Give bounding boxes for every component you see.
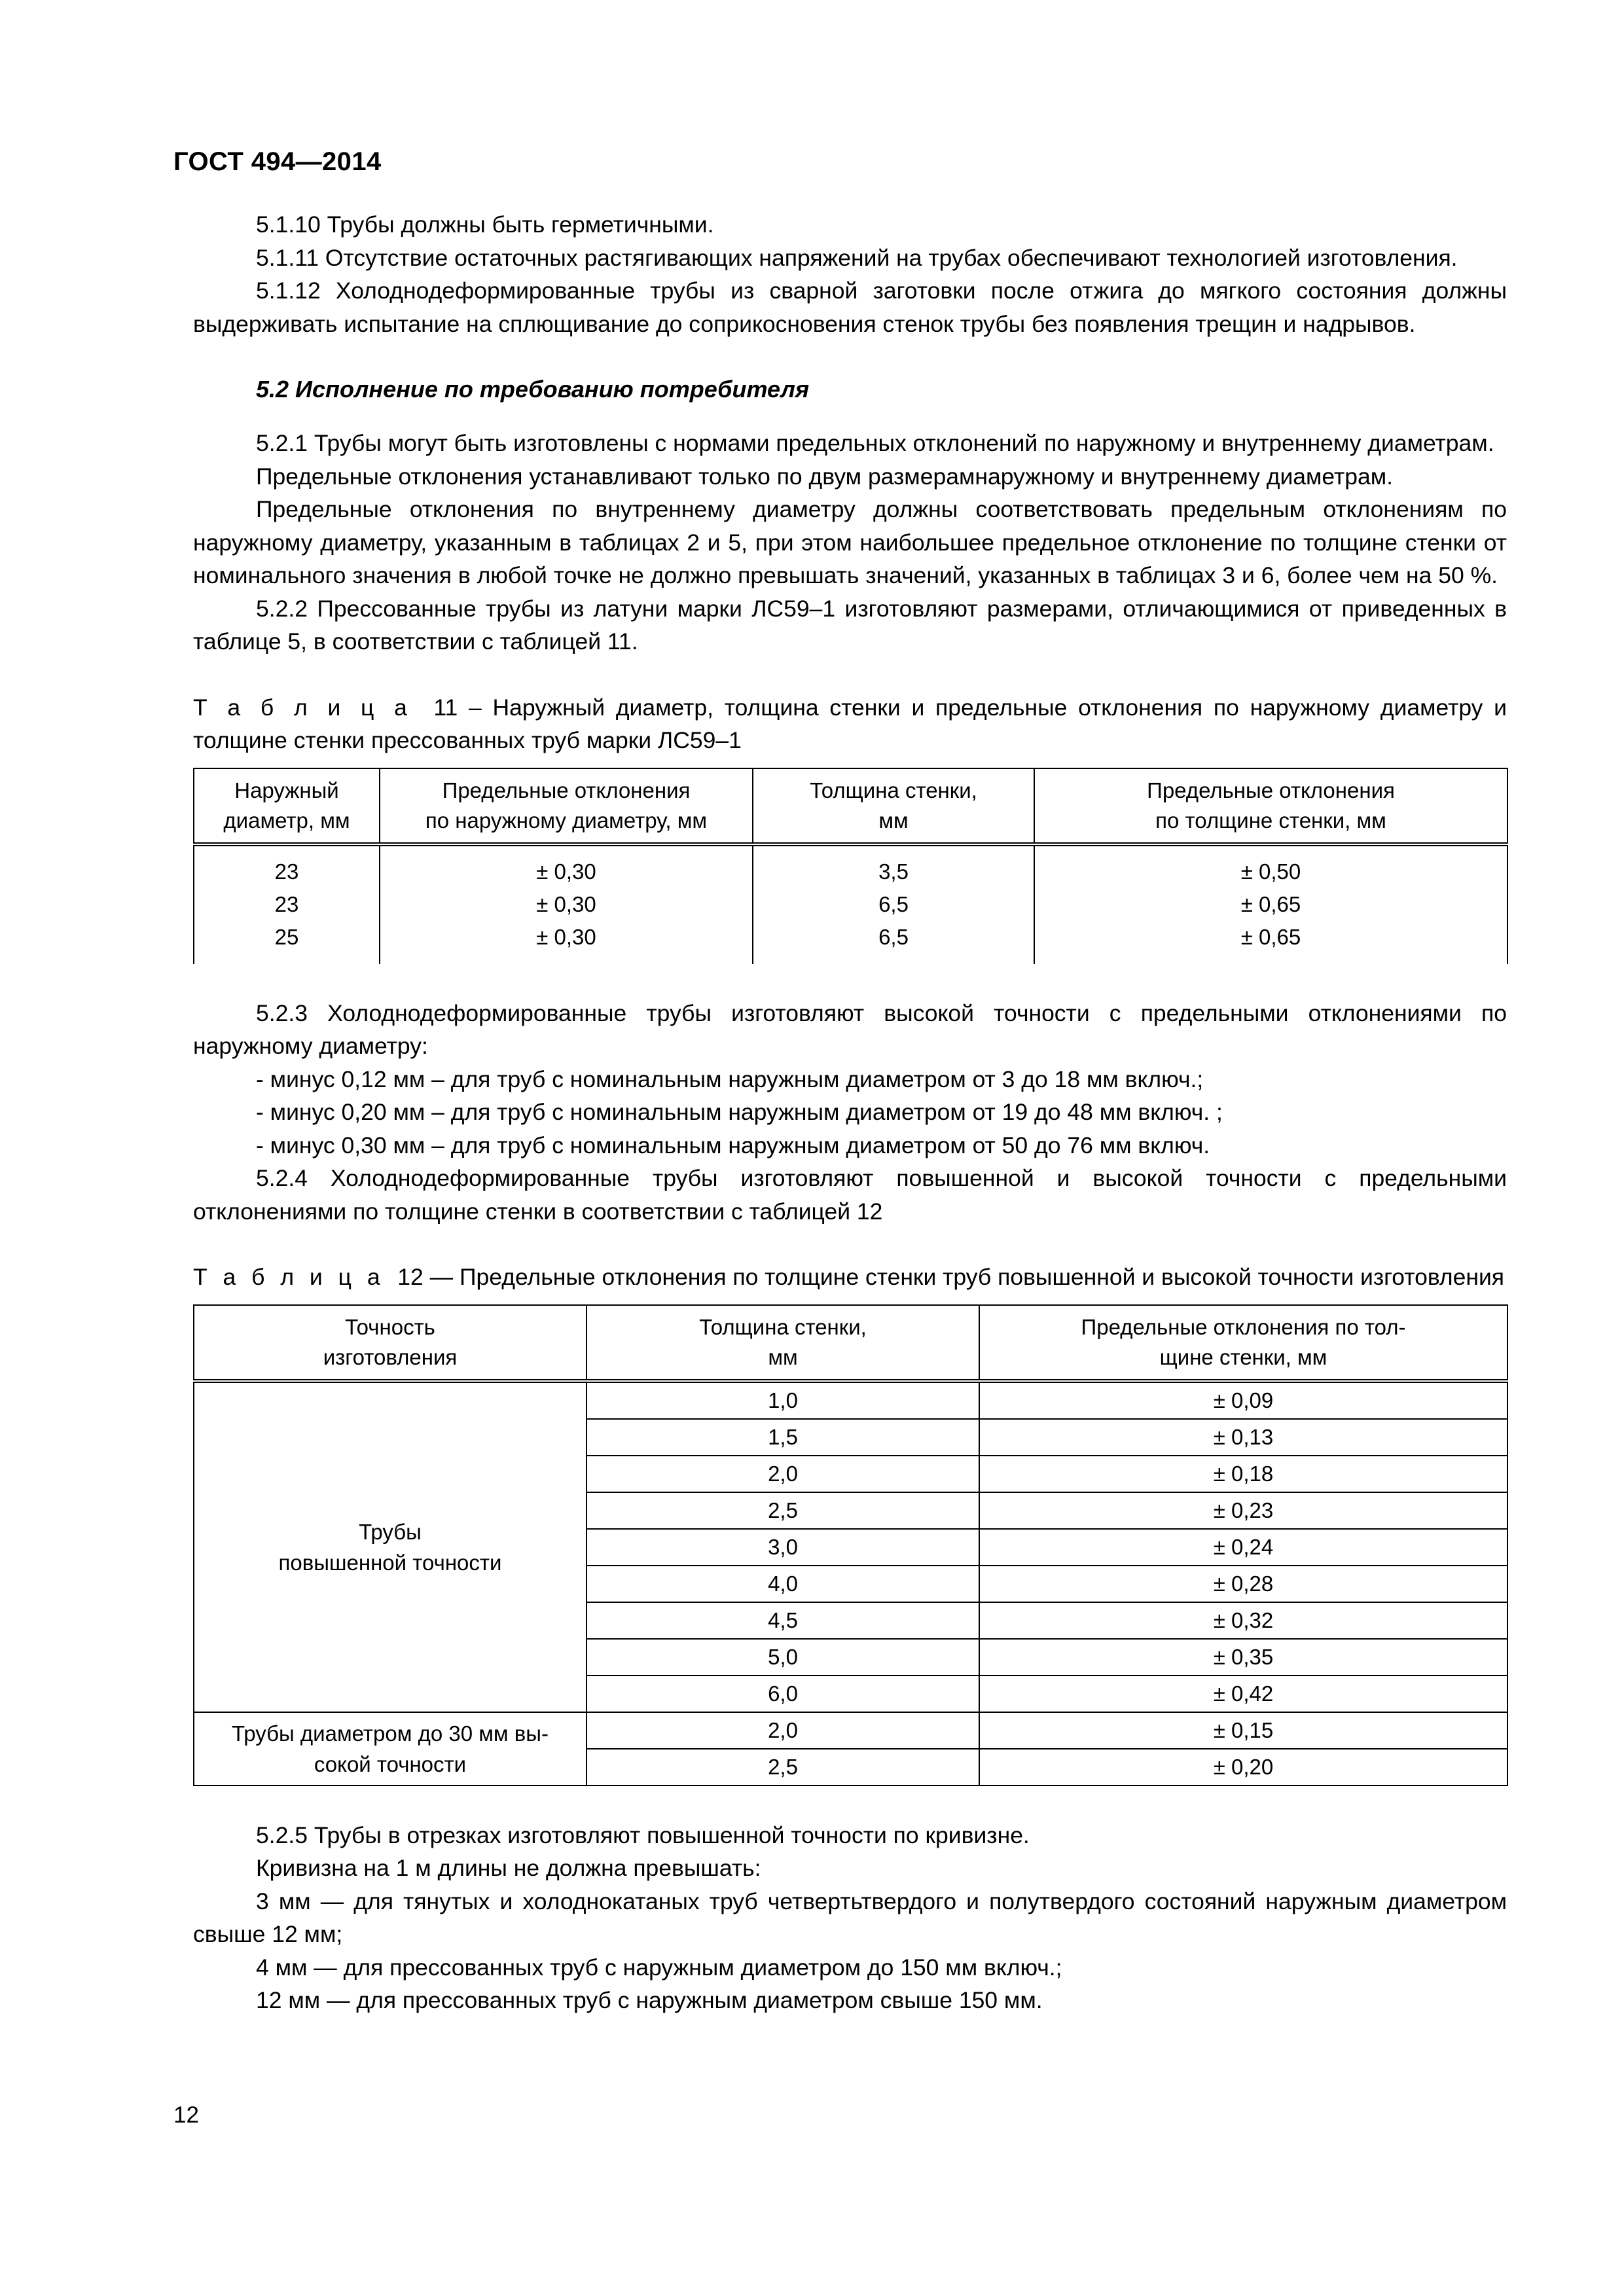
header-line: Толщина стенки, — [810, 778, 977, 802]
paragraph-5-2-1c: Предельные отклонения по внутреннему диаметру должны соответствовать предельным отклонениям по наружному диаметру, указанным в таблицах 2 и 5, при этом наибольшее предельное отклонение по толщине стенки от номинального значения в любой точке не должно превышать значений, указанных в таблицах 3 и 6, более чем на 50 %. — [193, 496, 1507, 588]
paragraph-5-2-3-item-3: - минус 0,30 мм – для труб с номинальным наружным диаметром от 50 до 76 мм включ. — [256, 1132, 1210, 1158]
cell-wall-tolerance: ± 0,09 — [979, 1381, 1507, 1419]
spacer — [193, 1294, 1507, 1304]
paragraph-5-2-3-item-1: - минус 0,12 мм – для труб с номинальным наружным диаметром от 3 до 18 мм включ.; — [256, 1066, 1204, 1092]
cell-wall-thickness: 1,5 — [586, 1419, 979, 1456]
table12-head — [194, 1305, 1507, 1381]
table-12 — [193, 1304, 1508, 1786]
spacer — [193, 1786, 1507, 1819]
header-line: по наружному диаметру, мм — [425, 808, 708, 833]
cell-wall-tolerance: ± 0,13 — [979, 1419, 1507, 1456]
table11-caption-text: – Наружный диаметр, толщина стенки и предельные отклонения по наружному диаметру и толщине стенки прессованных труб марки ЛС59–1 — [193, 694, 1507, 753]
paragraph-5-2-5-item-1: 3 мм — для тянутых и холоднокатаных труб четвертьтвердого и полутвердого состояний наружным диаметром свыше 12 мм; — [193, 1888, 1507, 1947]
table11-col-header-outer-tolerance — [380, 768, 753, 844]
paragraph-5-2-5b: Кривизна на 1 м длины не должна превышать: — [256, 1855, 761, 1881]
spacer — [193, 340, 1507, 373]
cell-wall-thickness: 4,5 — [586, 1602, 979, 1639]
accuracy-line: Трубы диаметром до 30 мм вы- — [231, 1721, 549, 1746]
cell-wall-tolerance: ± 0,15 — [979, 1712, 1507, 1749]
cell-outer-tolerance: ± 0,30 — [380, 921, 753, 964]
page-number: 12 — [173, 2102, 199, 2128]
table11-col-header-wall-thickness — [753, 768, 1034, 844]
accuracy-line: сокой точности — [314, 1751, 467, 1776]
accuracy-line: Трубы — [359, 1519, 422, 1544]
table11-head — [194, 768, 1507, 844]
spacer — [193, 406, 1507, 427]
cell-wall-thickness: 6,0 — [586, 1676, 979, 1712]
spacer — [193, 964, 1507, 997]
header-line: Предельные отклонения по тол- — [1081, 1314, 1406, 1339]
header-line: щине стенки, мм — [1159, 1344, 1327, 1369]
cell-outer-diameter: 23 — [194, 888, 380, 921]
spacer — [193, 1228, 1507, 1261]
table-11 — [193, 768, 1508, 964]
table12-col-header-accuracy — [194, 1305, 586, 1381]
cell-wall-thickness: 1,0 — [586, 1381, 979, 1419]
table12-body — [194, 1381, 1507, 1785]
cell-outer-diameter: 25 — [194, 921, 380, 964]
table12-caption-label: Т а б л и ц а — [193, 1264, 385, 1290]
header-line: Точность — [345, 1314, 435, 1339]
accuracy-line: повышенной точности — [278, 1550, 502, 1575]
paragraph-5-2-5-item-2: 4 мм — для прессованных труб с наружным диаметром до 150 мм включ.; — [256, 1954, 1062, 1981]
cell-wall-thickness: 5,0 — [586, 1639, 979, 1676]
table-row — [194, 1712, 1507, 1749]
cell-wall-thickness: 2,5 — [586, 1749, 979, 1785]
spacer — [193, 658, 1507, 691]
paragraph-5-2-3: 5.2.3 Холоднодеформированные трубы изготовляют высокой точности с предельными отклонениями по наружному диаметру: — [193, 999, 1507, 1059]
cell-wall-tolerance: ± 0,18 — [979, 1456, 1507, 1492]
header-line: Наружный — [234, 778, 339, 802]
cell-accuracy-group-1 — [194, 1381, 586, 1712]
spacer — [193, 757, 1507, 768]
cell-wall-tolerance: ± 0,65 — [1034, 921, 1507, 964]
table-row — [194, 921, 1507, 964]
table11-caption-label: Т а б л и ц а — [193, 694, 412, 721]
table11-caption — [193, 691, 1507, 757]
cell-wall-tolerance: ± 0,42 — [979, 1676, 1507, 1712]
cell-wall-tolerance: ± 0,35 — [979, 1639, 1507, 1676]
cell-wall-tolerance: ± 0,23 — [979, 1492, 1507, 1529]
header-line: изготовления — [323, 1344, 458, 1369]
table-row — [194, 888, 1507, 921]
header-line: Толщина стенки, — [699, 1314, 867, 1339]
table11-col-header-wall-tolerance — [1034, 768, 1507, 844]
cell-wall-tolerance: ± 0,32 — [979, 1602, 1507, 1639]
table-row — [194, 1381, 1507, 1419]
paragraph-5-2-5: 5.2.5 Трубы в отрезках изготовляют повышенной точности по кривизне. — [256, 1821, 1030, 1848]
cell-outer-tolerance: ± 0,30 — [380, 844, 753, 888]
table11-header-row — [194, 768, 1507, 844]
cell-wall-thickness: 6,5 — [753, 888, 1034, 921]
header-line: по толщине стенки, мм — [1155, 808, 1386, 833]
paragraph-5-2-4: 5.2.4 Холоднодеформированные трубы изготовляют повышенной и высокой точности с предельными отклонениями по толщине стенки в соответствии с таблицей 12 — [193, 1165, 1507, 1225]
table11-body — [194, 844, 1507, 964]
cell-wall-thickness: 4,0 — [586, 1566, 979, 1602]
paragraph-5-1-11: 5.1.11 Отсутствие остаточных растягивающих напряжений на трубах обеспечивают технологией изготовления. — [256, 244, 1458, 271]
header-line: Предельные отклонения — [1147, 778, 1395, 802]
cell-wall-thickness: 6,5 — [753, 921, 1034, 964]
cell-accuracy-group-2 — [194, 1712, 586, 1785]
header-line: диаметр, мм — [223, 808, 350, 833]
cell-wall-tolerance: ± 0,24 — [979, 1529, 1507, 1566]
cell-outer-diameter: 23 — [194, 844, 380, 888]
table12-col-header-wall-thickness — [586, 1305, 979, 1381]
cell-wall-thickness: 2,5 — [586, 1492, 979, 1529]
table-row — [194, 844, 1507, 888]
header-line: мм — [768, 1344, 798, 1369]
paragraph-5-1-12: 5.1.12 Холоднодеформированные трубы из сварной заготовки после отжига до мягкого состояния должны выдерживать испытание на сплющивание до соприкосновения стенок трубы без появления трещин и надрывов. — [193, 278, 1507, 337]
header-line: Предельные отклонения — [442, 778, 691, 802]
paragraph-5-1-10: 5.1.10 Трубы должны быть герметичными. — [256, 211, 714, 238]
cell-wall-thickness: 2,0 — [586, 1712, 979, 1749]
table11-col-header-outer-diameter — [194, 768, 380, 844]
cell-wall-tolerance: ± 0,20 — [979, 1749, 1507, 1785]
paragraph-5-2-2: 5.2.2 Прессованные трубы из латуни марки ЛС59–1 изготовляют размерами, отличающимися от приведенных в таблице 5, в соответствии с таблицей 11. — [193, 595, 1507, 655]
table11-caption-number: 11 — [433, 694, 458, 721]
header-line: мм — [878, 808, 909, 833]
table12-caption-text: — Предельные отклонения по толщине стенки труб повышенной и высокой точности изготовления — [429, 1264, 1505, 1290]
paragraph-5-2-3-item-2: - минус 0,20 мм – для труб с номинальным наружным диаметром от 19 до 48 мм включ. ; — [256, 1099, 1223, 1125]
document-body — [193, 208, 1507, 2017]
table12-header-row — [194, 1305, 1507, 1381]
cell-wall-tolerance: ± 0,65 — [1034, 888, 1507, 921]
paragraph-5-2-1b: Предельные отклонения устанавливают только по двум размерамнаружному и внутреннему диаметрам. — [256, 463, 1394, 490]
table12-caption — [193, 1261, 1507, 1294]
paragraph-5-2-1: 5.2.1 Трубы могут быть изготовлены с нормами предельных отклонений по наружному и внутреннему диаметрам. — [256, 430, 1494, 456]
section-heading-5-2: 5.2 Исполнение по требованию потребителя — [256, 376, 810, 403]
paragraph-5-2-5-item-3: 12 мм — для прессованных труб с наружным диаметром свыше 150 мм. — [256, 1987, 1043, 2013]
cell-wall-thickness: 3,0 — [586, 1529, 979, 1566]
cell-outer-tolerance: ± 0,30 — [380, 888, 753, 921]
cell-wall-thickness: 2,0 — [586, 1456, 979, 1492]
table12-col-header-wall-tolerance — [979, 1305, 1507, 1381]
table12-caption-number: 12 — [397, 1264, 424, 1290]
cell-wall-tolerance: ± 0,28 — [979, 1566, 1507, 1602]
standard-header: ГОСТ 494—2014 — [173, 147, 382, 176]
cell-wall-tolerance: ± 0,50 — [1034, 844, 1507, 888]
cell-wall-thickness: 3,5 — [753, 844, 1034, 888]
